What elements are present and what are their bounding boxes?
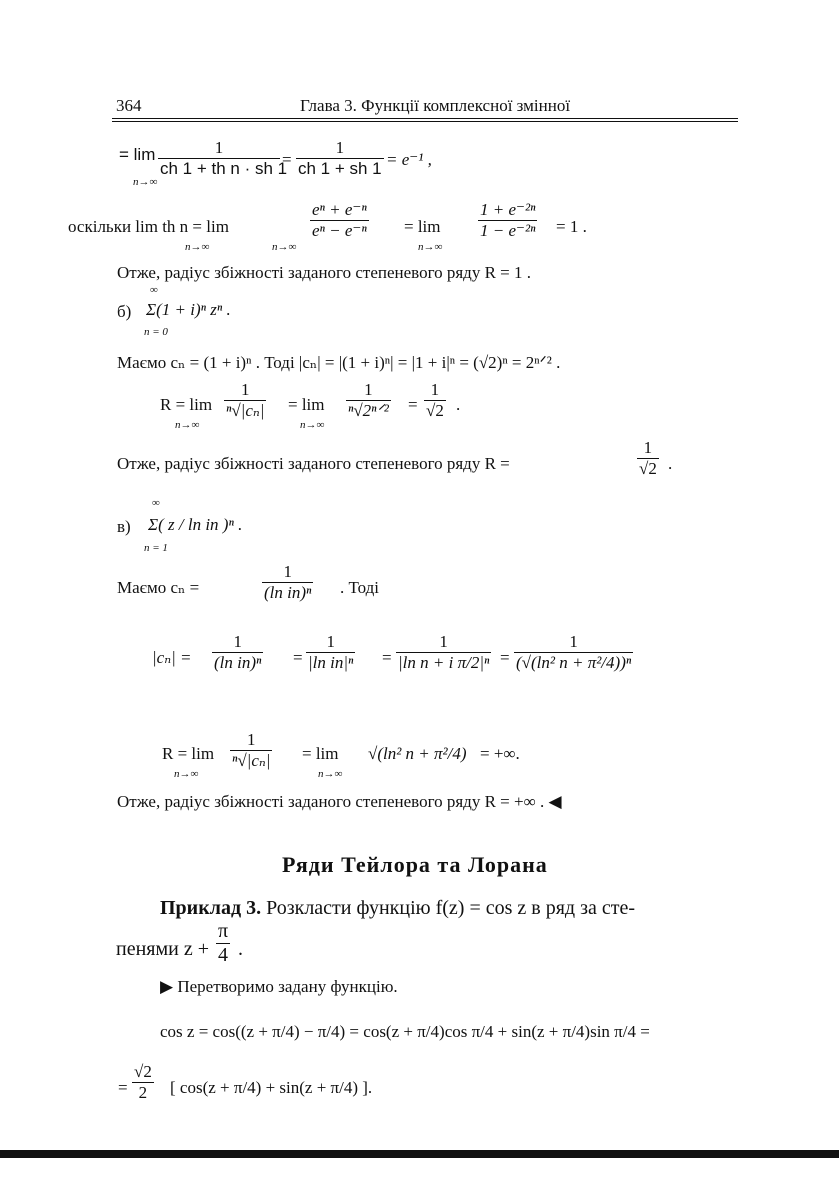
v-abs-frac4: $\frac{1}{\text{(√(ln² n + π²/4))ⁿ}}$ (516, 632, 632, 672)
b-R-frac1: $\frac{1}{\text{ⁿ√|cₙ|}}$ (226, 380, 265, 420)
eq-line-2-mid: = lim (404, 217, 441, 236)
b-R-frac3: $\frac{1}{√2}$ (426, 380, 444, 420)
chapter-title: Глава 3. Функції комплексної змінної (300, 96, 571, 115)
v-abs-eq2: = (382, 648, 392, 667)
header-rule (112, 118, 738, 119)
v-R-sub2: n→∞ (318, 768, 343, 780)
v-abs-eq3: = (500, 648, 510, 667)
v-abs-eq1: = (293, 648, 303, 667)
b-sum: Σ(1 + i)ⁿ zⁿ . (146, 300, 231, 319)
example-label: Приклад 3. (160, 897, 262, 919)
b-R-sub2: n→∞ (300, 419, 325, 431)
eq-line-1-frac2: $\frac{1}{ch 1 + sh 1}$ (298, 138, 382, 178)
b-sum-bot: n = 0 (144, 326, 168, 338)
page-number: 364 (116, 96, 142, 115)
b-conclusion: Отже, радіус збіжності заданого степеневого ряду R = (117, 454, 510, 473)
eq-cos-2-pre: = (118, 1078, 128, 1097)
b-R-sub: n→∞ (175, 419, 200, 431)
eq-line-2-word: оскільки lim th n = lim (68, 217, 229, 236)
v-abs: |cₙ| = (152, 648, 192, 667)
eq-line-2-sub1: n→∞ (185, 241, 210, 253)
v-R: R = lim (162, 744, 215, 763)
eq-line-2-frac2: $\frac{\text{1 + e⁻²ⁿ}}{\text{1 − e⁻²ⁿ}}$ (480, 200, 536, 240)
example-text: Розкласти функцію f(z) = cos z в ряд за сте- (266, 897, 636, 919)
eq-line-1-result: = e⁻¹ , (386, 150, 432, 169)
eq-cos-2: [ cos(z + π/4) + sin(z + π/4) ]. (170, 1078, 373, 1097)
v-sum: Σ( z / ln in )ⁿ . (148, 515, 243, 534)
example-line (160, 897, 635, 920)
v-conclusion: Отже, радіус збіжності заданого степеневого ряду R = +∞ . ◀ (117, 792, 562, 811)
eq-line-2-result: = 1 . (556, 217, 587, 236)
b-sum-top: ∞ (150, 284, 158, 296)
b-R-end: . (456, 395, 461, 414)
v-R-frac: $\frac{1}{\text{ⁿ√|cₙ|}}$ (232, 730, 271, 770)
conclusion-a: Отже, радіус збіжності заданого степеневого ряду R = 1 . (117, 263, 532, 282)
v-sum-top: ∞ (152, 497, 160, 509)
v-label: в) (117, 517, 131, 536)
eq-line-1-eq: = (282, 150, 292, 169)
v-R-root: √(ln² n + π²/4) (368, 744, 467, 763)
section-title: Ряди Тейлора та Лорана (282, 852, 548, 877)
example-line-2: пенями z + (116, 938, 209, 960)
v-have-frac: $\frac{1}{\text{(ln in)ⁿ}}$ (264, 562, 312, 602)
v-abs-frac1: $\frac{1}{\text{(ln in)ⁿ}}$ (214, 632, 262, 672)
example-frac: $\frac{\pi}{4}$ (218, 920, 229, 966)
b-have: Маємо cₙ = (1 + i)ⁿ . Тоді |cₙ| = |(1 + i)ⁿ| = |1 + i|ⁿ = (√2)ⁿ = 2ⁿᐟ² . (117, 353, 561, 372)
b-R-frac2: $\frac{1}{\text{ⁿ√2ⁿᐟ²}}$ (348, 380, 389, 420)
eq-line-2-frac1: $\frac{\text{eⁿ + e⁻ⁿ}}{\text{eⁿ − e⁻ⁿ}}$ (312, 200, 367, 240)
b-label: б) (117, 302, 132, 321)
v-abs-frac3: $\frac{1}{\text{|ln n + i π/2|ⁿ}}$ (398, 632, 490, 672)
step-1: ▶ Перетворимо задану функцію. (160, 977, 398, 996)
b-R-eq: = (408, 395, 418, 414)
b-R: R = lim (160, 395, 213, 414)
b-R-mid: = lim (288, 395, 325, 414)
eq-line-2-sub3: n→∞ (418, 241, 443, 253)
eq-line-2-sub2: n→∞ (272, 241, 297, 253)
eq-line-1-sub: n→∞ (133, 176, 158, 188)
v-sum-bot: n = 1 (144, 542, 168, 554)
v-abs-frac2: $\frac{1}{\text{|ln in|ⁿ}}$ (308, 632, 354, 672)
eq-line-1: = lim (119, 145, 156, 164)
eq-cos-1: cos z = cos((z + π/4) − π/4) = cos(z + π/4)cos π/4 + sin(z + π/4)sin π/4 = (160, 1022, 650, 1041)
bottom-bar (0, 1150, 839, 1158)
eq-cos-2-frac: $\frac{√2}{2}$ (134, 1062, 152, 1102)
header-rule-2 (112, 121, 738, 122)
v-R-mid: = lim (302, 744, 339, 763)
v-have-end: . Тоді (340, 578, 379, 597)
v-have: Маємо cₙ = (117, 578, 200, 597)
v-R-sub: n→∞ (174, 768, 199, 780)
b-conclusion-end: . (668, 454, 673, 473)
example-end: . (238, 938, 243, 960)
b-conclusion-frac: $\frac{1}{√2}$ (639, 438, 657, 478)
v-R-end: = +∞. (480, 744, 520, 763)
eq-line-1-frac1: $\frac{1}{\text{ch 1 + th n · sh 1}}$ (160, 138, 288, 178)
